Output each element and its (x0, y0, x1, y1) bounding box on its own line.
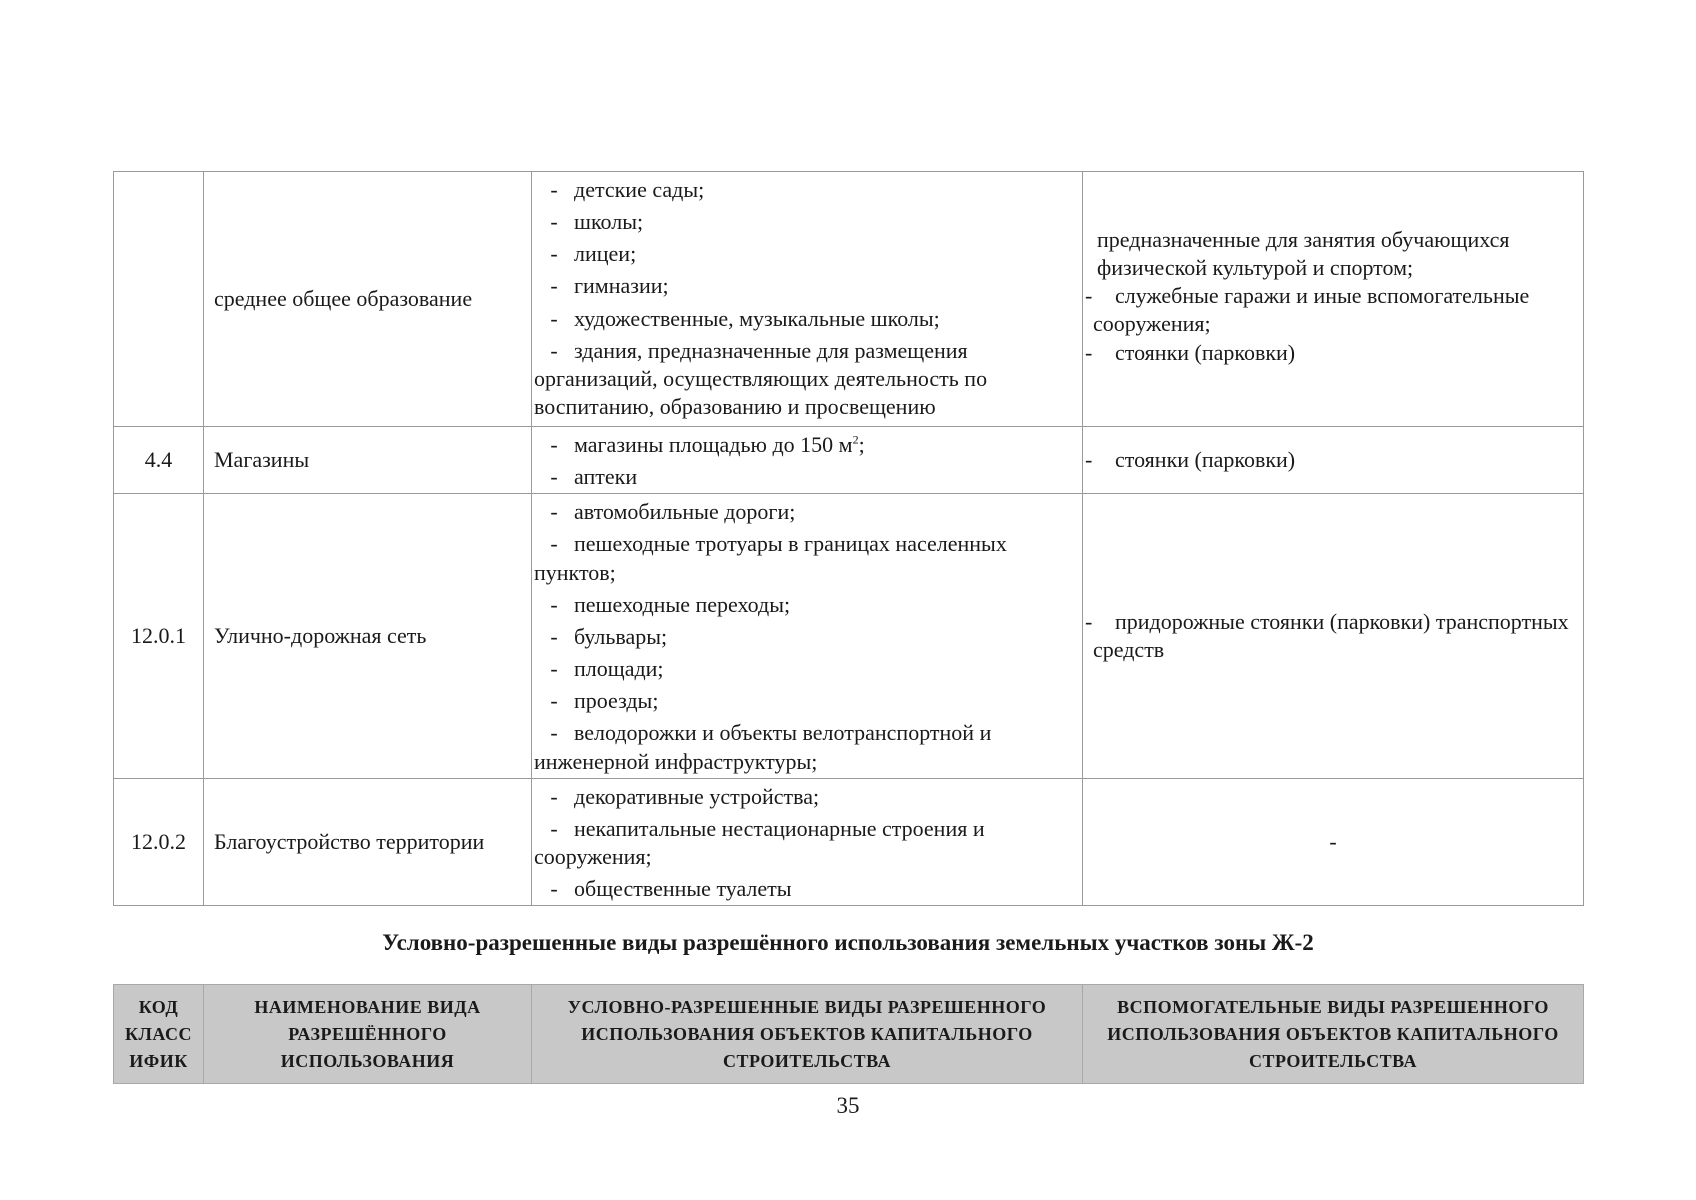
table-row (114, 494, 1584, 778)
table-row (114, 172, 1584, 427)
section-heading: Условно-разрешенные виды разрешённого использования земельных участков зоны Ж-2 (382, 930, 1314, 955)
name-cell: Благоустройство территории (204, 778, 532, 906)
aux-uses-cell (1083, 427, 1584, 494)
name-cell: Магазины (204, 427, 532, 494)
list-item: - декоративные устройства; (550, 783, 820, 809)
header-row (114, 985, 1584, 1084)
table-row (114, 427, 1584, 494)
list-item: - пешеходные переходы; (550, 591, 791, 617)
list-item: - стоянки (парковки) (1085, 339, 1296, 365)
list-item: - здания, предназначенные для размещения организаций, осуществляющих деятельность по воспитанию, образованию и просвещению (534, 337, 988, 420)
name-cell: среднее общее образование (204, 172, 532, 427)
table-header (113, 984, 1584, 1084)
list-item: - придорожные стоянки (парковки) транспортных средств (1085, 608, 1569, 663)
list-item: - бульвары; (550, 623, 668, 649)
list-item: - стоянки (парковки) (1085, 447, 1296, 473)
list-item: - школы; (550, 209, 644, 235)
list-item: - автомобильные дороги; (550, 499, 796, 525)
list-item: - детские сады; (550, 177, 705, 202)
list-item: - художественные, музыкальные школы; (550, 305, 940, 331)
main-uses-cell (532, 427, 1083, 494)
column-header-name: НАИМЕНОВАНИЕ ВИДА РАЗРЕШЁННОГО ИСПОЛЬЗОВАНИЯ (204, 985, 532, 1084)
list-item: - общественные туалеты (550, 876, 792, 902)
column-header-code: КОД КЛАСС ИФИК (114, 985, 204, 1084)
table-row (114, 778, 1584, 906)
aux-lead-text: предназначенные для занятия обучающихся физической культурой и спортом; (1097, 227, 1510, 281)
land-use-table (113, 171, 1584, 906)
list-item: - пешеходные тротуары в границах населенных пунктов; (534, 531, 1007, 585)
list-item: - проезды; (550, 688, 659, 714)
aux-uses-cell (1083, 494, 1584, 778)
list-item: - некапитальные нестационарные строения и сооружения; (534, 815, 985, 870)
code-cell (114, 172, 204, 427)
list-item: - площади; (550, 656, 664, 682)
main-uses-cell (532, 494, 1083, 778)
aux-uses-cell: - (1083, 778, 1584, 906)
list-item: - велодорожки и объекты велотранспортной и инженерной инфраструктуры; (534, 720, 992, 774)
list-item: - лицеи; (550, 241, 637, 267)
list-item: - служебные гаражи и иные вспомогательные сооружения; (1085, 283, 1530, 337)
name-cell: Улично-дорожная сеть (204, 494, 532, 778)
main-uses-cell (532, 172, 1083, 427)
code-cell: 12.0.1 (114, 494, 204, 778)
aux-uses-cell (1083, 172, 1584, 427)
column-header-aux-uses: ВСПОМОГАТЕЛЬНЫЕ ВИДЫ РАЗРЕШЕННОГО ИСПОЛЬЗОВАНИЯ ОБЪЕКТОВ КАПИТАЛЬНОГО СТРОИТЕЛЬСТВА (1083, 985, 1584, 1084)
list-item: - гимназии; (550, 273, 669, 299)
code-cell: 4.4 (114, 427, 204, 494)
list-item: - магазины площадью до 150 $м^2$; (550, 432, 865, 457)
column-header-conditional-uses: УСЛОВНО-РАЗРЕШЕННЫЕ ВИДЫ РАЗРЕШЕННОГО ИСПОЛЬЗОВАНИЯ ОБЪЕКТОВ КАПИТАЛЬНОГО СТРОИТЕЛЬСТВА (532, 985, 1083, 1084)
list-item: - аптеки (550, 464, 638, 490)
main-uses-cell (532, 778, 1083, 906)
code-cell: 12.0.2 (114, 778, 204, 906)
page-number: 35 (836, 1093, 860, 1118)
